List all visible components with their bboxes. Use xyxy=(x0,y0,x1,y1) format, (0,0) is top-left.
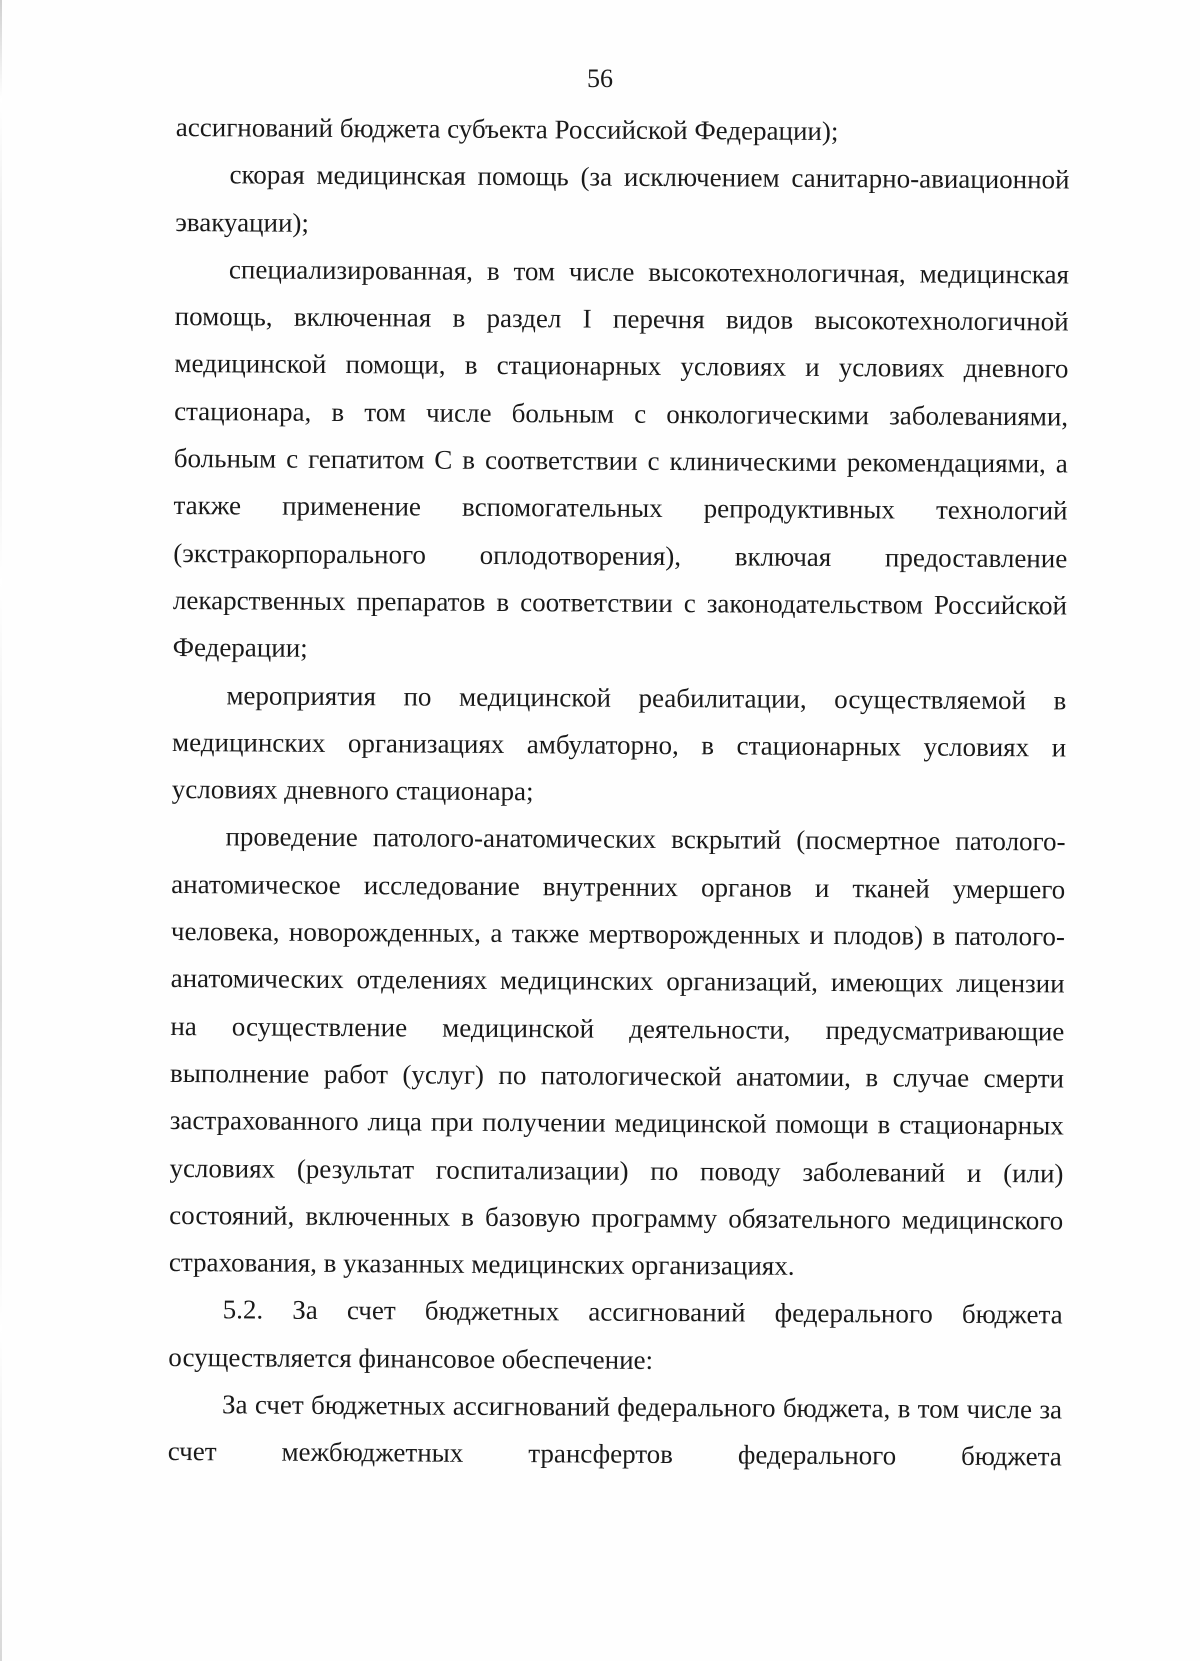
paragraph-section-5-2: 5.2. За счет бюджетных ассигнований федерального бюджета осуществляется финансовое обеспечение: xyxy=(168,1294,1063,1375)
scan-edge-shadow xyxy=(0,0,2,1661)
paragraph-budget-continuation: ассигнований бюджета субъекта Российской Федерации); xyxy=(175,111,839,147)
paragraph-emergency-care: скорая медицинская помощь (за исключением санитарно-авиационной эвакуации); xyxy=(175,159,1070,238)
paragraph-specialized-care: специализированная, в том числе высокотехнологичная, медицинская помощь, включенная в раздел I перечня видов высокотехнологичной медицинской помощи, в стационарных условиях и условиях дневного стационара, в том числе больным с онкологическими заболеваниями, больным с гепатитом С в соответствии с клиническими рекомендациями, а также применение вспомогательных репродуктивных технологий (экстракорпорального оплодотворения), включая предоставление лекарственных препаратов в соответствии с законодательством Российской Федерации; xyxy=(172,254,1070,664)
page-number: 56 xyxy=(587,64,613,93)
paragraph-autopsies: проведение патолого-анатомических вскрытий (посмертное патолого-анатомическое исследование внутренних органов и тканей умершего человека, новорожденных, а также мертворожденных и плодов) в патолого-анатомических отделениях медицинских организаций, имеющих лицензии на осуществление медицинской деятельности, предусматривающие выполнение работ (услуг) по патологической анатомии, в случае смерти застрахованного лица при получении медицинской помощи в стационарных условиях (результат госпитализации) по поводу заболеваний и (или) состояний, включенных в базовую программу обязательного медицинского страхования, в указанных медицинских организациях. xyxy=(168,821,1066,1281)
document-body xyxy=(168,104,1070,1481)
paragraph-rehabilitation: мероприятия по медицинской реабилитации, осуществляемой в медицинских организациях амбулаторно, в стационарных условиях и условиях дневного стационара; xyxy=(171,679,1067,807)
paragraph-federal-budget: За счет бюджетных ассигнований федерального бюджета, в том числе за счет межбюджетных трансфертов федерального бюджета xyxy=(167,1389,1063,1472)
